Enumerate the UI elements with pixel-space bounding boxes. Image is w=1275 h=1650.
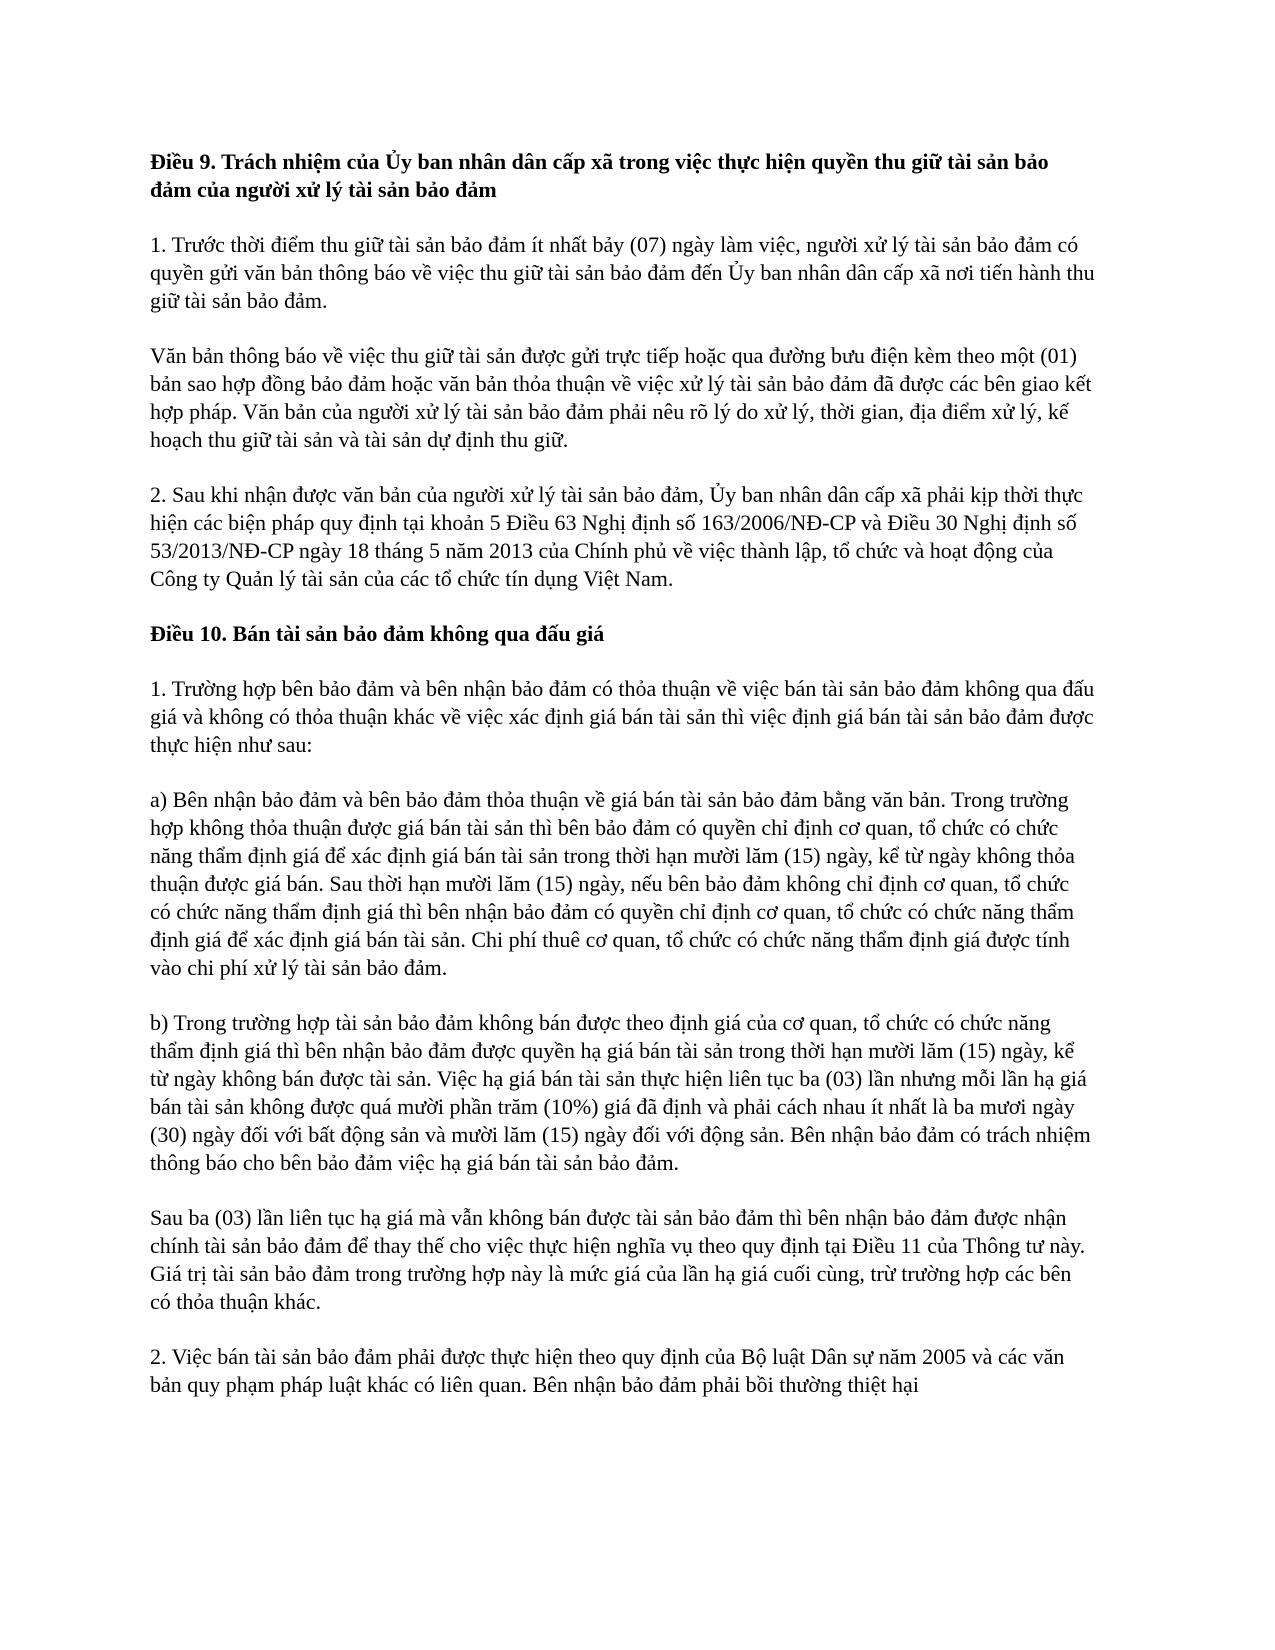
- article-9-paragraph-1: 1. Trước thời điểm thu giữ tài sản bảo đảm ít nhất bảy (07) ngày làm việc, người xử lý tài sản bảo đảm có quyền gửi văn bản thông báo về việc thu giữ tài sản bảo đảm đến Ủy ban nhân dân cấp xã nơi tiến hành thu giữ tài sản bảo đảm.: [150, 232, 1095, 313]
- article-10-paragraph-a: a) Bên nhận bảo đảm và bên bảo đảm thỏa thuận về giá bán tài sản bảo đảm bằng văn bản. Trong trường hợp không thỏa thuận được giá bán tài sản thì bên bảo đảm có quyền chỉ định cơ quan, tổ chức có chức năng thẩm định giá để xác định giá bán tài sản trong thời hạn mười lăm (15) ngày, kể từ ngày không thỏa thuận được giá bán. Sau thời hạn mười lăm (15) ngày, nếu bên bảo đảm không chỉ định cơ quan, tổ chức có chức năng thẩm định giá thì bên nhận bảo đảm có quyền chỉ định cơ quan, tổ chức có chức năng thẩm định giá để xác định giá bán tài sản. Chi phí thuê cơ quan, tổ chức có chức năng thẩm định giá được tính vào chi phí xử lý tài sản bảo đảm.: [150, 787, 1075, 980]
- article-10-paragraph-2: 2. Việc bán tài sản bảo đảm phải được thực hiện theo quy định của Bộ luật Dân sự năm 2005 và các văn bản quy phạm pháp luật khác có liên quan. Bên nhận bảo đảm phải bồi thường thiệt hại: [150, 1344, 1065, 1397]
- article-10-paragraph-c: Sau ba (03) lần liên tục hạ giá mà vẫn không bán được tài sản bảo đảm thì bên nhận bảo đảm được nhận chính tài sản bảo đảm để thay thế cho việc thực hiện nghĩa vụ theo quy định tại Điều 11 của Thông tư này. Giá trị tài sản bảo đảm trong trường hợp này là mức giá của lần hạ giá cuối cùng, trừ trường hợp các bên có thỏa thuận khác.: [150, 1205, 1086, 1314]
- article-10-title: Điều 10. Bán tài sản bảo đảm không qua đấu giá: [150, 621, 605, 646]
- article-9-paragraph-2: Văn bản thông báo về việc thu giữ tài sản được gửi trực tiếp hoặc qua đường bưu điện kèm theo một (01) bản sao hợp đồng bảo đảm hoặc văn bản thỏa thuận về việc xử lý tài sản bảo đảm đã được các bên giao kết hợp pháp. Văn bản của người xử lý tài sản bảo đảm phải nêu rõ lý do xử lý, thời gian, địa điểm xử lý, kế hoạch thu giữ tài sản và tài sản dự định thu giữ.: [150, 343, 1092, 452]
- article-9-title: Điều 9. Trách nhiệm của Ủy ban nhân dân cấp xã trong việc thực hiện quyền thu giữ tài sản bảo đảm của người xử lý tài sản bảo đảm: [150, 149, 1049, 202]
- document-page: [150, 148, 1095, 1426]
- article-10-paragraph-1: 1. Trường hợp bên bảo đảm và bên nhận bảo đảm có thỏa thuận về việc bán tài sản bảo đảm không qua đấu giá và không có thỏa thuận khác về việc xác định giá bán tài sản thì việc định giá bán tài sản bảo đảm được thực hiện như sau:: [150, 676, 1095, 757]
- article-9-paragraph-3: 2. Sau khi nhận được văn bản của người xử lý tài sản bảo đảm, Ủy ban nhân dân cấp xã phải kịp thời thực hiện các biện pháp quy định tại khoản 5 Điều 63 Nghị định số 163/2006/NĐ-CP và Điều 30 Nghị định số 53/2013/NĐ-CP ngày 18 tháng 5 năm 2013 của Chính phủ về việc thành lập, tổ chức và hoạt động của Công ty Quản lý tài sản của các tổ chức tín dụng Việt Nam.: [150, 482, 1084, 591]
- article-10-paragraph-b: b) Trong trường hợp tài sản bảo đảm không bán được theo định giá của cơ quan, tổ chức có chức năng thẩm định giá thì bên nhận bảo đảm được quyền hạ giá bán tài sản trong thời hạn mười lăm (15) ngày, kể từ ngày không bán được tài sản. Việc hạ giá bán tài sản thực hiện liên tục ba (03) lần nhưng mỗi lần hạ giá bán tài sản không được quá mười phần trăm (10%) giá đã định và phải cách nhau ít nhất là ba mươi ngày (30) ngày đối với bất động sản và mười lăm (15) ngày đối với động sản. Bên nhận bảo đảm có trách nhiệm thông báo cho bên bảo đảm việc hạ giá bán tài sản bảo đảm.: [150, 1010, 1091, 1175]
